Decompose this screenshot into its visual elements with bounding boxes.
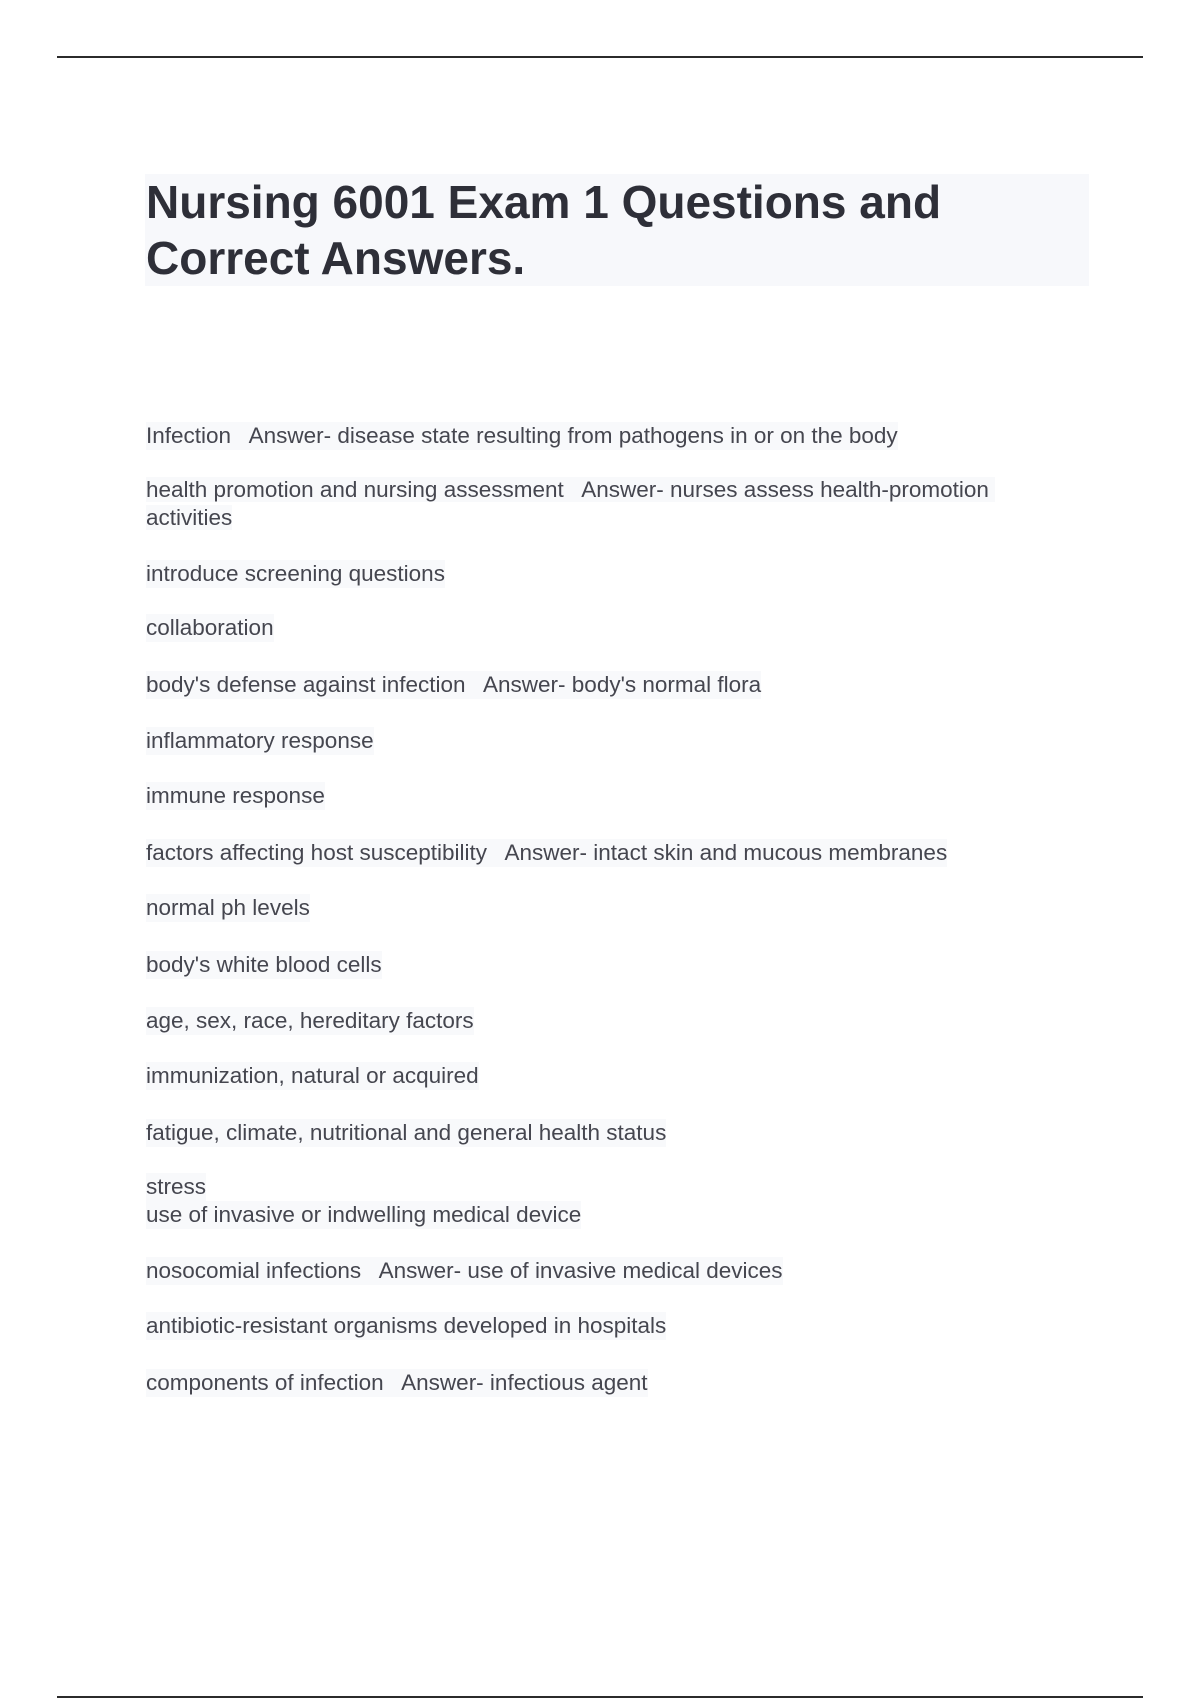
qa-line: body's defense against infection Answer- body's normal flora (146, 672, 762, 697)
qa-line: factors affecting host susceptibility Answer- intact skin and mucous membranes (146, 840, 948, 865)
header-rule (57, 56, 1143, 58)
qa-line: components of infection Answer- infectious agent (146, 1370, 648, 1395)
footer-rule (57, 1696, 1143, 1698)
qa-line: inflammatory response (146, 728, 374, 753)
qa-line: introduce screening questions (146, 561, 445, 586)
qa-line: use of invasive or indwelling medical device (146, 1202, 582, 1227)
qa-line: immune response (146, 783, 325, 808)
qa-line: Infection Answer- disease state resulting from pathogens in or on the body (146, 423, 898, 448)
qa-line-text: health promotion and nursing assessment Answer- nurses assess health-promotion activities (146, 477, 996, 530)
qa-line: antibiotic-resistant organisms developed in hospitals (146, 1313, 667, 1338)
qa-line: immunization, natural or acquired (146, 1063, 479, 1088)
document-title: Nursing 6001 Exam 1 Questions and Correct Answers. (146, 176, 942, 284)
qa-line: body's white blood cells (146, 952, 382, 977)
qa-line: collaboration (146, 615, 274, 640)
qa-list (146, 422, 1066, 1397)
qa-line: fatigue, climate, nutritional and general health status (146, 1120, 667, 1145)
qa-line (146, 476, 1056, 532)
qa-line: stress (146, 1174, 207, 1199)
qa-line: normal ph levels (146, 895, 310, 920)
qa-line: nosocomial infections Answer- use of invasive medical devices (146, 1258, 783, 1283)
qa-line: age, sex, race, hereditary factors (146, 1008, 474, 1033)
